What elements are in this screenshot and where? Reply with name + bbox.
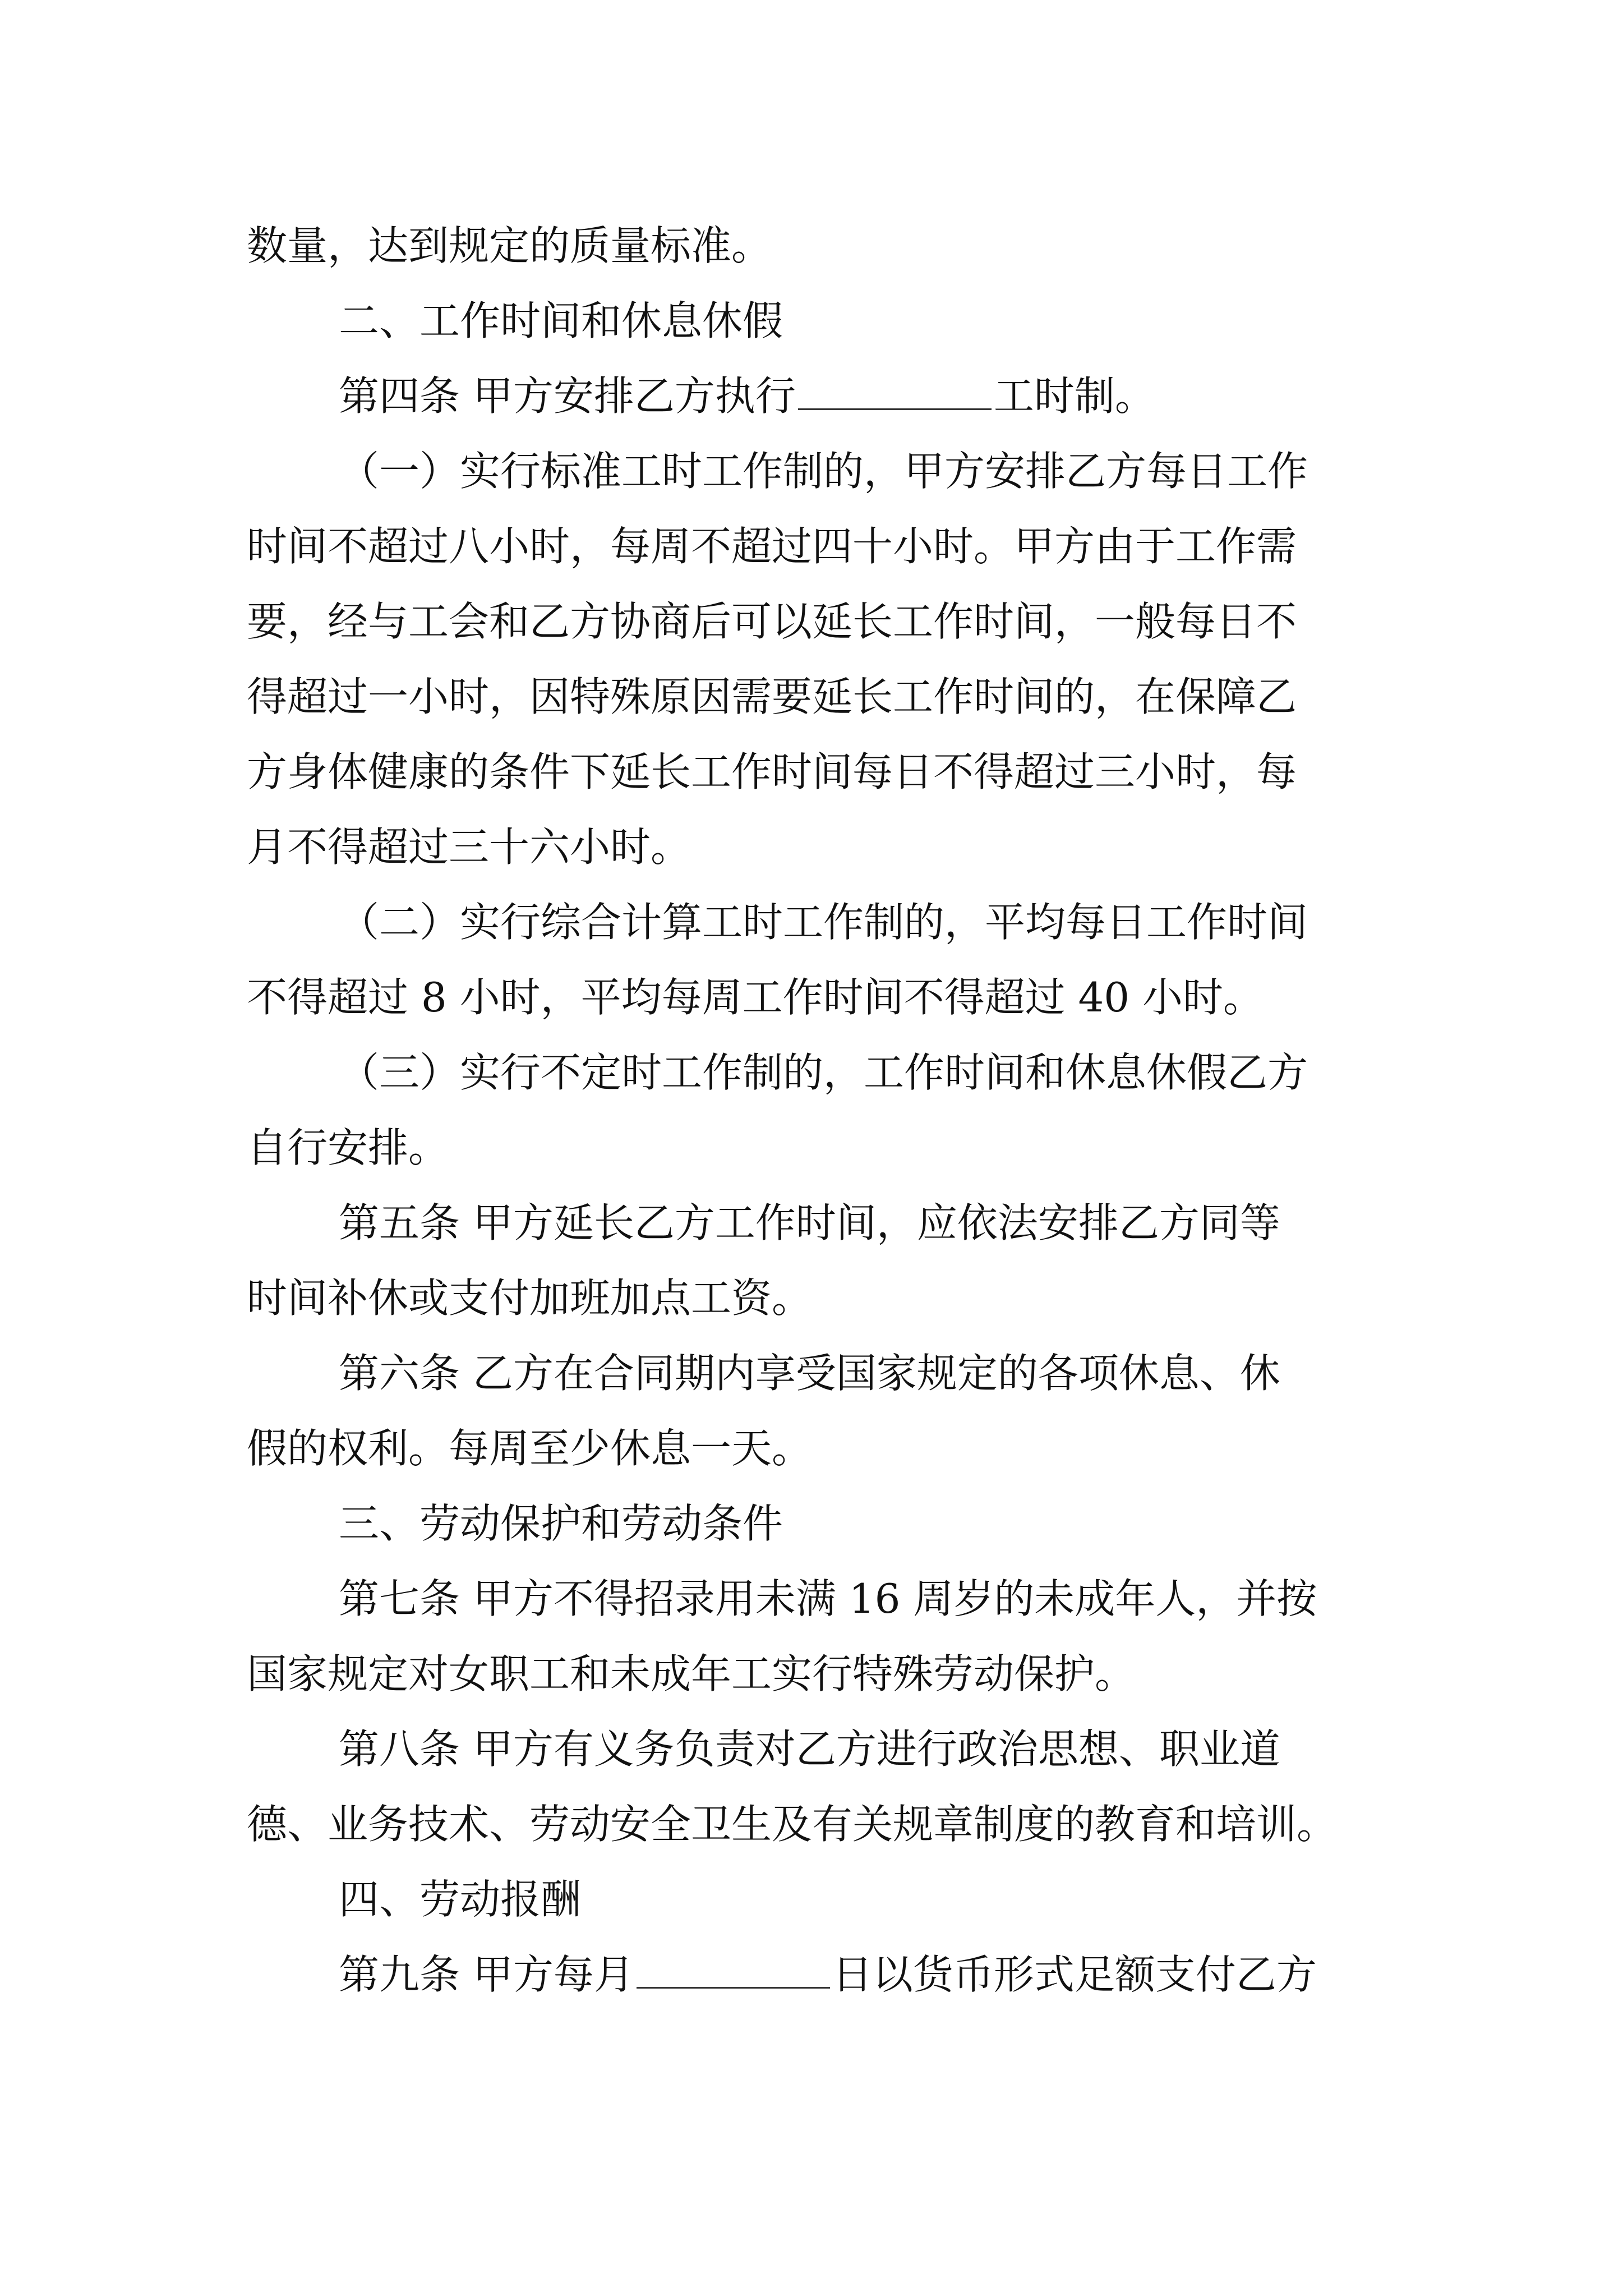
text-line: 国家规定对女职工和未成年工实行特殊劳动保护。 bbox=[247, 1650, 1136, 1697]
text-line: 德、业务技术、劳动安全卫生及有关规章制度的教育和培训。 bbox=[247, 1801, 1338, 1848]
text-line: 数量，达到规定的质量标准。 bbox=[247, 222, 772, 269]
text-line: （二）实行综合计算工时工作制的，平均每日工作时间 bbox=[339, 899, 1308, 946]
text-line: 第六条 乙方在合同期内享受国家规定的各项休息、休 bbox=[339, 1350, 1280, 1397]
section-heading: 二、工作时间和休息休假 bbox=[339, 297, 783, 344]
article-line bbox=[339, 1948, 1317, 2001]
text-line: 自行安排。 bbox=[247, 1124, 449, 1171]
section-heading: 四、劳动报酬 bbox=[339, 1876, 582, 1923]
text-line: 第五条 甲方延长乙方工作时间，应依法安排乙方同等 bbox=[339, 1199, 1280, 1246]
text-line: （一）实行标准工时工作制的，甲方安排乙方每日工作 bbox=[339, 448, 1308, 495]
text-line: 第七条 甲方不得招录用未满 16 周岁的未成年人，并按 bbox=[339, 1575, 1317, 1622]
text-segment: 日以货币形式足额支付乙方 bbox=[832, 1951, 1317, 1998]
fill-in-blank[interactable] bbox=[637, 1951, 830, 1989]
text-line: 得超过一小时，因特殊原因需要延长工作时间的，在保障乙 bbox=[247, 673, 1297, 720]
text-line: 方身体健康的条件下延长工作时间每日不得超过三小时，每 bbox=[247, 748, 1297, 795]
text-segment: 工时制。 bbox=[993, 372, 1155, 420]
text-line: 不得超过 8 小时，平均每周工作时间不得超过 40 小时。 bbox=[247, 974, 1264, 1021]
section-heading: 三、劳动保护和劳动条件 bbox=[339, 1500, 783, 1547]
text-line: 假的权利。每周至少休息一天。 bbox=[247, 1425, 813, 1472]
text-line: 时间补休或支付加班加点工资。 bbox=[247, 1274, 813, 1322]
text-line: 第八条 甲方有义务负责对乙方进行政治思想、职业道 bbox=[339, 1726, 1280, 1773]
article-line bbox=[339, 369, 1155, 423]
text-segment: 第九条 甲方每月 bbox=[339, 1951, 634, 1998]
text-segment: 第四条 甲方安排乙方执行 bbox=[339, 372, 796, 420]
text-line: （三）实行不定时工作制的，工作时间和休息休假乙方 bbox=[339, 1049, 1308, 1096]
fill-in-blank[interactable] bbox=[798, 372, 992, 410]
text-line: 要，经与工会和乙方协商后可以延长工作时间，一般每日不 bbox=[247, 598, 1297, 645]
text-line: 时间不超过八小时，每周不超过四十小时。甲方由于工作需 bbox=[247, 523, 1297, 570]
text-line: 月不得超过三十六小时。 bbox=[247, 823, 691, 871]
